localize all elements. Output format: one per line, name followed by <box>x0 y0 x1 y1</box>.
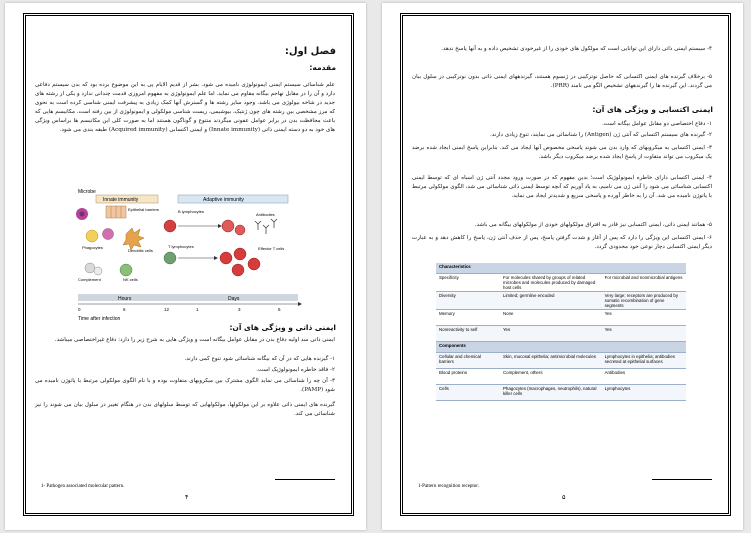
acquired-item-5: ۵- همانند ایمنی ذاتی، ایمنی اکتسابی نیز قادر به افتراق مولکولهای خودی از مولکولهای بیگانه می باشد. <box>474 222 712 228</box>
tick-2: 12 <box>164 307 170 312</box>
footnote-separator <box>275 479 335 480</box>
right-top-line-2: ۵- برخلاف گیرنده های ایمنی اکتسابی که حاصل نوترکیبی در ژنسوم هستند، گیرندههای ایمنی ذاتی بدون نوترکیبی در سلول بیان می گردند. این گیرنده ها را گیرندههای تشخیص الگو می نامند (PRR). <box>412 74 712 89</box>
table-cell: For microbial and nonmicrobial antigens <box>602 274 686 292</box>
table-cell: Yes <box>602 310 686 326</box>
nk-cell-icon <box>120 264 132 276</box>
figure-antibodies-label: Antibodies <box>256 212 275 217</box>
figure-effector-label: Effector T cells <box>258 246 285 251</box>
tick-4: 3 <box>238 307 241 312</box>
table-row <box>436 274 686 292</box>
table-components-header: Components <box>436 342 686 353</box>
right-page <box>382 3 743 530</box>
acquired-item-1: ۱- دفاع اختصاصی دو مقابل عوامل بیگانه است. <box>602 121 712 127</box>
figure-phagocytes-label: Phagocytes <box>82 245 103 250</box>
figure-hours-label: Hours <box>118 296 132 302</box>
table-row <box>436 385 686 401</box>
acquired-item-4: ۴- ایمنی اکتسابی دارای خاطره ایمونولوژیک است؛ بدین مفهوم که در صورت ورود مجدد آنتی ژن اسباه ای که توسط ایمنی اکتسابی شناسائی می شود را آنتی ژن می نامیم، به یاد آوریم که آنچه توسط ایمنی ذاتی شناسائی می شد، الگوی مولکولی مرتبط با پاتوژن نامیده می شد. آن را به خاطر آورده و پاسخی سریع و شدیدتر ایجاد می نماید. <box>412 175 712 199</box>
table-cell: None <box>500 310 602 326</box>
table-cell: Antibodies <box>602 369 686 385</box>
figure-epithelial-label: Epithelial barriers <box>128 207 159 212</box>
table-cell: Limited; germline encoded <box>500 292 602 310</box>
figure-t-label: T lymphocytes <box>168 244 194 249</box>
page-number: ۵ <box>562 493 566 501</box>
tick-3: 1 <box>196 307 199 312</box>
figure-b-label: B lymphocytes <box>178 209 205 214</box>
tick-0: 0 <box>78 307 81 312</box>
table-header: Characteristics <box>436 263 686 274</box>
table-cell: Blood proteins <box>436 369 500 385</box>
table-row <box>436 369 686 385</box>
footnote-separator <box>652 479 712 480</box>
innate-closing-paragraph: گیرنده های ایمنی ذاتی علاوه بر این مولکولها، مولکولهایی که توسط سلولهای بدن در هنگام تغییر در سلول بیان می شوند را نیز شناسائی می کند. <box>35 402 335 417</box>
acquired-item-6: ۶- ایمنی اکتسابی این ویژگی را دارد که پس از آغاز و شدت گرفتن پاسخ، پس از حذف آنتی ژن، پاسخ را کاهش دهد و به عبارت دیگر ایمنی اکتسابی دچار نوعی خود محدودی گردد. <box>412 235 712 250</box>
table-cell: Lymphocytes <box>602 385 686 401</box>
complement-icon <box>85 263 95 273</box>
figure-adaptive-label: Adaptive immunity <box>203 197 244 203</box>
figure-microbe-label: Microbe <box>78 189 96 195</box>
table-cell: Cellular and chemical barriers <box>436 353 500 369</box>
table-row <box>436 292 686 310</box>
intro-heading: مقدمه: <box>309 63 336 72</box>
tick-5: 5 <box>278 307 281 312</box>
table-cell: Skin, mucosal epithelia; antimicrobial molecules <box>500 353 602 369</box>
figure-time-label: Time after infection <box>78 316 121 322</box>
immunity-figure <box>68 186 308 324</box>
footnote: 1-Pattern recognition receptor. <box>418 484 479 489</box>
table-row <box>436 326 686 342</box>
intro-paragraph: علم شناسائی سیستم ایمنی ایمونولوژی نامیده می شود. بشر از قدیم الایام پی به این موضوع برده بود که بدن سیستم دفاعی دارد و آن را در مقابل تهاجم بیگانه مقاوم می نماید. اما علم ایمونولوژی به مفهوم امروزی قدمت چندانی ندارد و یکی از رشته های جدید در شاخه بیولوژی می باشد. وجود سایر رشته ها و گسترش آنها کمک زیادی به پیشرفت ایمنی شناسی کرده است به نحوی که مرز مشخصی بین رشته های چون ژنتیک، بیوشیمی، زیست شناسی مولکولی و ایمونولوژی از بین رفته است. مکانیسم هایی که باعث محافظت بدن در برابر عوامل عفونی میگردند متنوع و گوناگون هستند اما به صورت کلی این مکانیسم ها براساس ویژگی های خود به دو دسته ایمنی ذاتی (Innate immunity) و ایمنی اکتسابی (Acquired immunity) طبقه بندی می شود. <box>35 82 335 133</box>
figure-nk-label: NK cells <box>123 277 138 282</box>
antibody-icon <box>255 219 277 234</box>
b-lymphocyte-icon <box>164 220 176 232</box>
t-lymphocyte-icon <box>164 252 176 264</box>
table-cell: Cells <box>436 385 500 401</box>
acquired-section-heading: ایمنی اکتسابی و ویژگی های آن: <box>592 105 713 114</box>
table-cell: Nonreactivity to self <box>436 326 500 342</box>
innate-list-item-2: ۲- فاقد خاطره ایمونولوژیک است. <box>256 367 335 373</box>
innate-list-item-1: ۱- گیرنده هایی که در آن که بیگانه شناسائی شود تنوع کمی دارند. <box>184 356 335 362</box>
table-cell: Specificity <box>436 274 500 292</box>
figure-dendritic-label: Dendritic cells <box>128 248 153 253</box>
table-cell: Phagocytes (macrophages, neutrophils), natural killer cells <box>500 385 602 401</box>
table-cell: Very large; receptors are produced by somatic recombination of gene segments <box>602 292 686 310</box>
footnote: 1- Pathogen associated molecular pattern. <box>41 484 125 489</box>
table-cell: Yes <box>500 326 602 342</box>
table-cell: Complement, others <box>500 369 602 385</box>
tick-1: 6 <box>123 307 126 312</box>
right-top-line-1: ۴- سیستم ایمنی ذاتی دارای این توانایی است که مولکول های خودی را از غیرخودی تشخیص داده و به آنها پاسخ ندهد. <box>441 46 712 52</box>
page-number: ۴ <box>185 493 189 501</box>
figure-complement-label: Complement <box>78 277 101 282</box>
comparison-table <box>436 263 686 401</box>
table-cell: Lymphocytes in epithelia; antibodies secreted at epithelial surfaces <box>602 353 686 369</box>
left-page <box>5 3 366 530</box>
acquired-item-2: ۲- گیرنده های سیستم اکتسابی که آنتی ژن (Antigen) را شناسائی می نمایند، تنوع زیادی دارند. <box>490 132 712 138</box>
table-row <box>436 310 686 326</box>
figure-innate-label: Innate immunity <box>103 197 139 203</box>
table-cell: For molecules shared by groups of related microbes and molecules produced by damaged host cells <box>500 274 602 292</box>
chapter-title: فصل اول: <box>284 46 336 57</box>
table-cell: Memory <box>436 310 500 326</box>
acquired-item-3: ۳- ایمنی اکتسابی به میکروبهای که وارد بدن می شوند پاسخی مخصوص آنها ایجاد می کند. بنابراین پاسخ ایمنی ایجاد شده برضد یک میکروب می تواند متفاوت از پاسخ ایجاد شده برضد میکروب دیگر باشد. <box>412 145 712 160</box>
innate-list-item-3: ۳- آن چه را شناسائی می نماید الگوی مشترک بین میکروبهای متفاوت بوده و با نام الگوی مولکولی مرتبط با پاتوژن نامیده می شود (PAMP). <box>35 378 335 393</box>
phagocyte-icon <box>86 230 98 242</box>
innate-section-heading: ایمنی ذاتی و ویژگی های آن: <box>229 323 336 332</box>
dendritic-cell-icon <box>123 228 144 250</box>
table-cell: Yes <box>602 326 686 342</box>
innate-section-paragraph: ایمنی ذاتی سد اولیه دفاع بدن در مقابل عوامل بیگانه است و ویژگی هایی به شرح زیر را دارد: دفاع غیراختصاصی میباشد. <box>54 337 335 343</box>
table-row <box>436 353 686 369</box>
figure-days-label: Days <box>228 296 240 302</box>
table-cell: Diversity <box>436 292 500 310</box>
